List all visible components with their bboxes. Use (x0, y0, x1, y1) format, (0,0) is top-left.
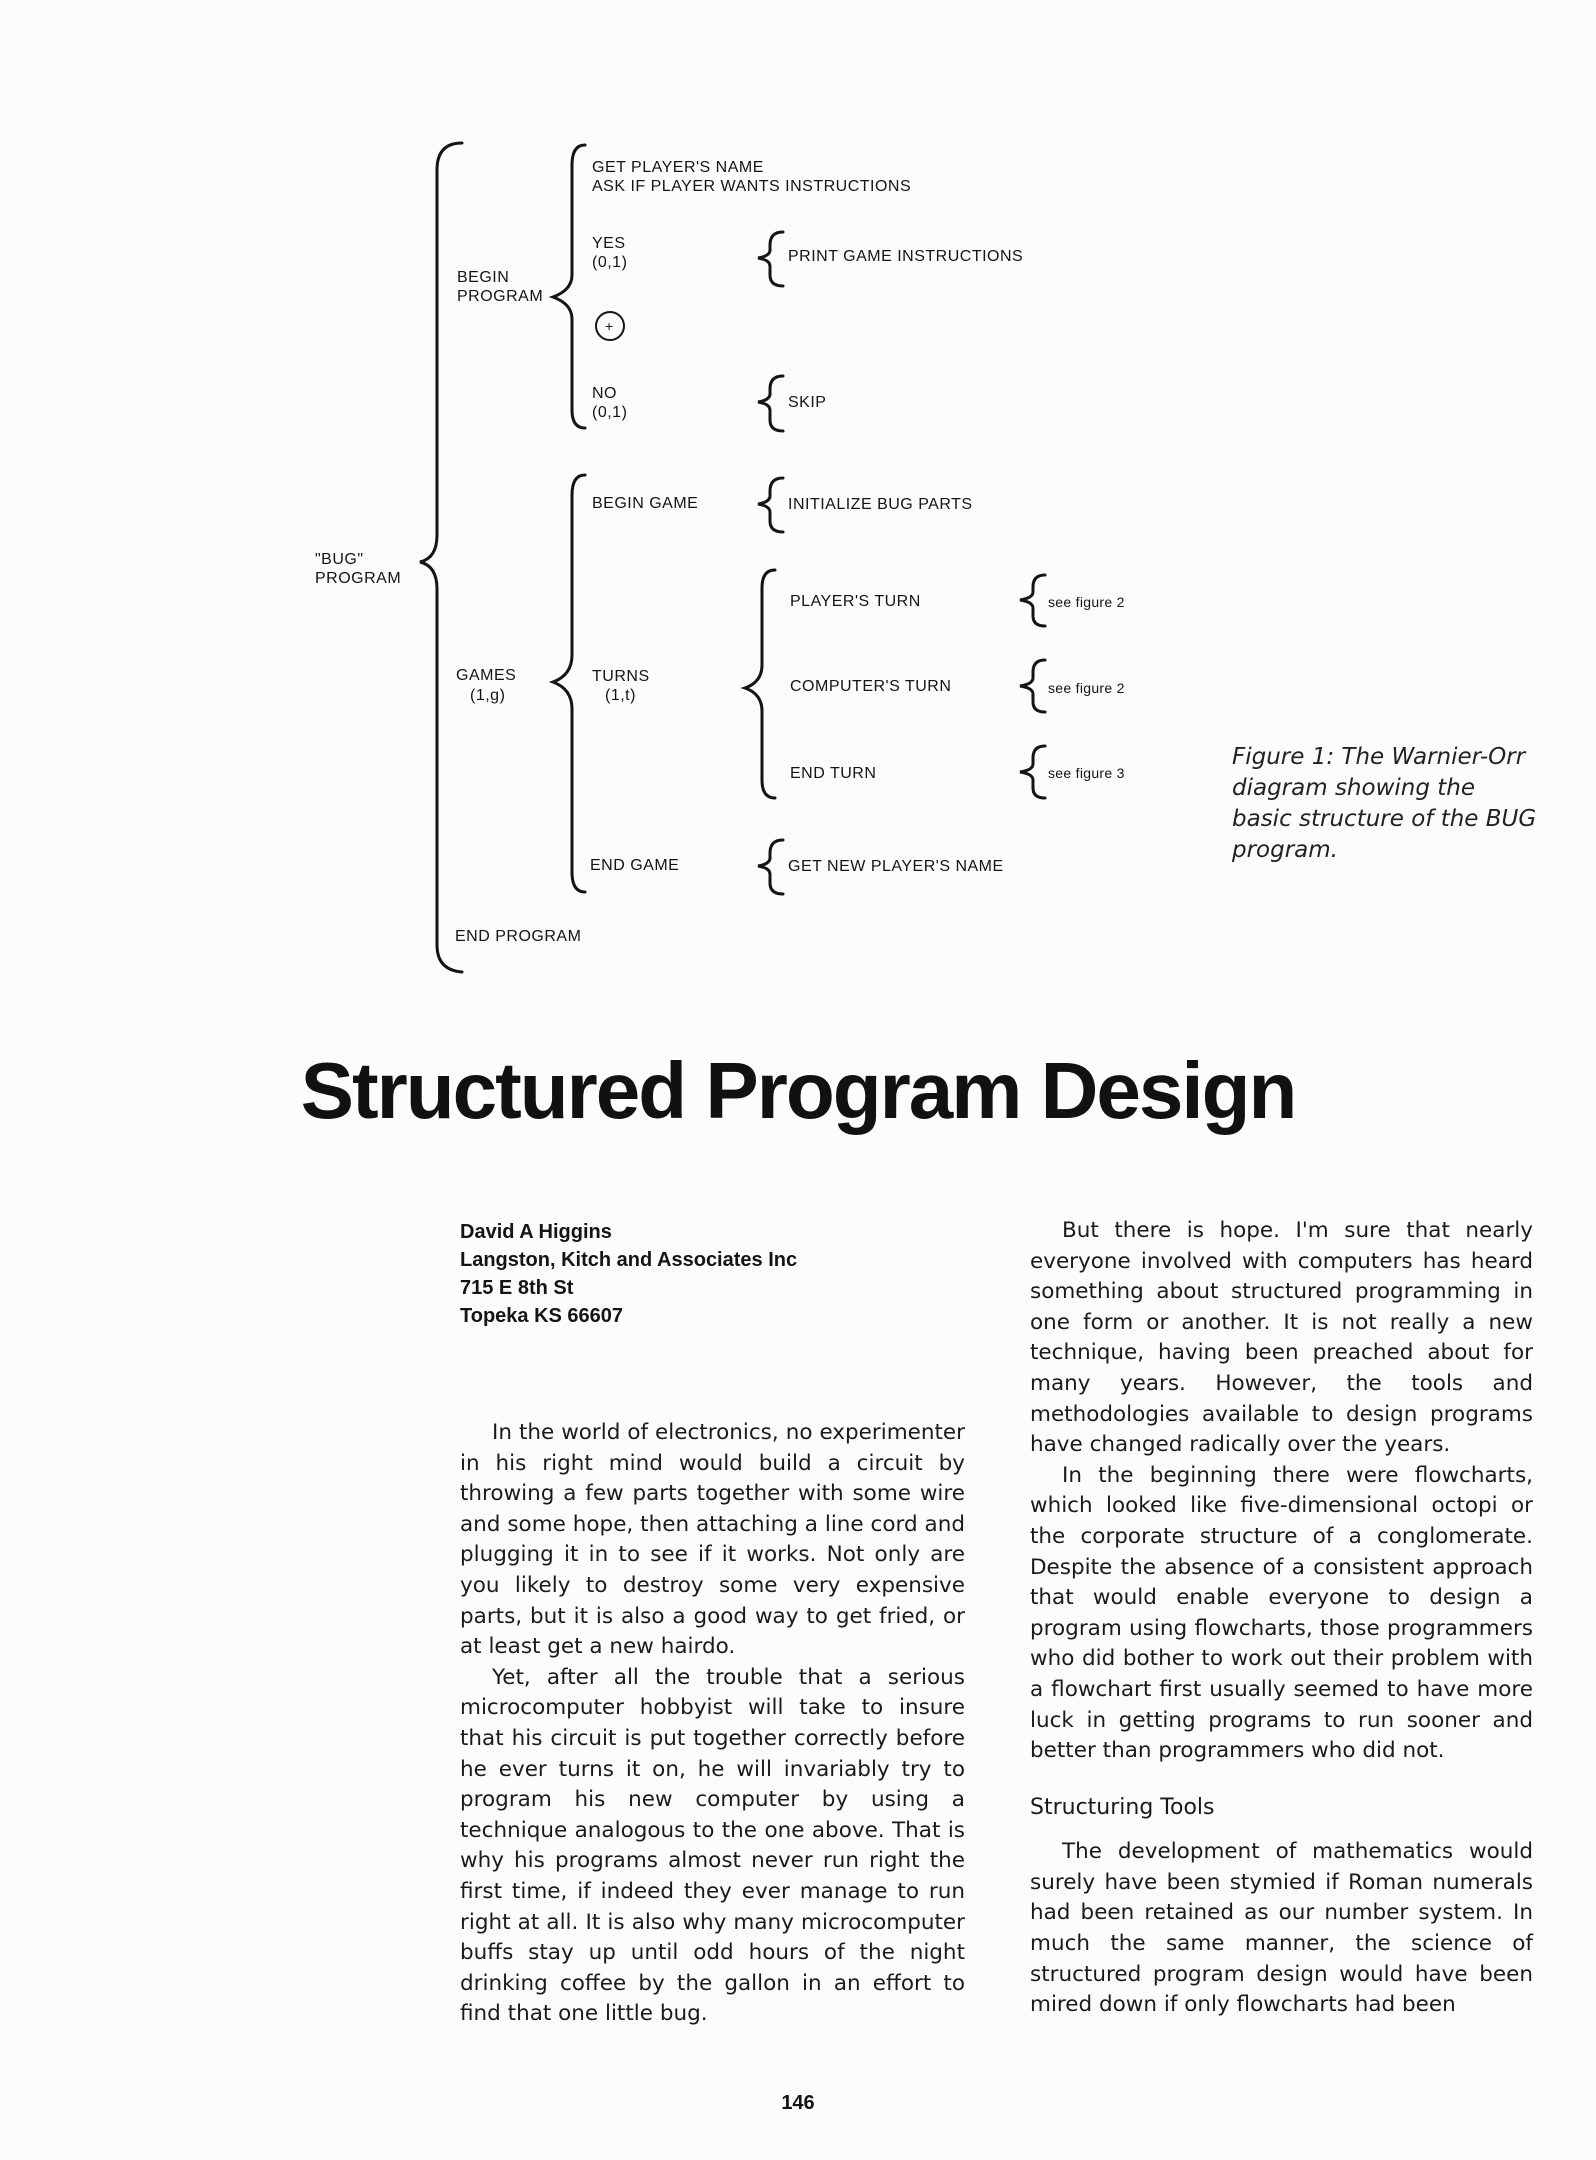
label-end-turn-ref: see figure 3 (1048, 765, 1125, 781)
label-games-range: (1,g) (470, 687, 506, 704)
body-column-right (1030, 1216, 1533, 2021)
label-players-turn-ref: see figure 2 (1048, 594, 1125, 610)
label-players-turn: PLAYER'S TURN (790, 593, 921, 610)
brace-print-instructions (758, 232, 783, 286)
label-print-instructions: PRINT GAME INSTRUCTIONS (788, 248, 1024, 265)
brace-games (553, 475, 585, 892)
label-initialize: INITIALIZE BUG PARTS (788, 496, 973, 513)
label-skip: SKIP (788, 394, 827, 411)
brace-skip (758, 376, 783, 431)
brace-bug-program (420, 143, 462, 972)
author-name: David A Higgins (460, 1221, 612, 1243)
paragraph: In the world of electronics, no experimenter in his right mind would build a circuit by throwing a few parts together with some wire and some hope, then attaching a line cord and plugging it in to see if it works. Not only are you likely to destroy some very expensive parts, but it is also a good way to get fried, or at least get a new hairdo. (460, 1420, 965, 1660)
author-block (460, 1218, 797, 1330)
label-yes: YES (592, 235, 626, 252)
label-end-game: END GAME (590, 857, 680, 874)
paragraph: But there is hope. I'm sure that nearly everyone involved with computers has heard something about structured programming in one form or another. It is not really a new technique, having been preached about for many years. However, the tools and methodologies available to design programs have changed radically over the years. (1030, 1218, 1533, 1458)
label-begin-game: BEGIN GAME (592, 495, 699, 512)
page-number: 146 (781, 2092, 815, 2114)
paragraph: In the beginning there were flowcharts, which looked like five-dimensional octopi or the corporate structure of a conglomerate. Despite the absence of a consistent approach that would enable everyone to design a program using flowcharts, those programmers who did bother to work out their problem with a flowchart first usually seemed to have more luck in getting programs to run sooner and better than programmers who did not. (1030, 1462, 1533, 1764)
label-turns-range: (1,t) (605, 687, 636, 704)
label-turns: TURNS (592, 668, 650, 685)
article-title: Structured Program Design (300, 1046, 1296, 1135)
brace-turns (745, 570, 775, 798)
section-heading: Structuring Tools (1030, 1794, 1215, 1820)
author-city: Topeka KS 66607 (460, 1305, 624, 1327)
brace-computers-turn-ref (1020, 660, 1045, 712)
label-end-program: END PROGRAM (455, 928, 582, 945)
author-org: Langston, Kitch and Associates Inc (460, 1249, 798, 1271)
label-get-new-name: GET NEW PLAYER'S NAME (788, 858, 1004, 875)
brace-get-new-name (758, 840, 783, 894)
body-column-left (460, 1418, 965, 2030)
label-begin-program: BEGIN PROGRAM (457, 269, 544, 305)
brace-begin-program (553, 145, 585, 428)
brace-end-turn-ref (1020, 746, 1045, 798)
label-bug-program: "BUG" PROGRAM (315, 551, 402, 587)
author-street: 715 E 8th St (460, 1277, 574, 1299)
label-no-range: (0,1) (592, 404, 628, 421)
label-end-turn: END TURN (790, 765, 877, 782)
label-computers-turn: COMPUTER'S TURN (790, 678, 952, 695)
label-get-name: GET PLAYER'S NAME (592, 159, 764, 176)
paragraph: The development of mathematics would surely have been stymied if Roman numerals had been retained as our number system. In much the same manner, the science of structured program design would have been mired down if only flowcharts had been (1030, 1839, 1533, 2018)
paragraph: Yet, after all the trouble that a serious microcomputer hobbyist will take to insure that his circuit is put together correctly before he ever turns it on, he will invariably try to program his new computer by using a technique analogous to the one above. That is why his programs almost never run right the first time, if indeed they ever manage to run right at all. It is also why many microcomputer buffs stay up until odd hours of the night drinking coffee by the gallon in an effort to find that one little bug. (460, 1664, 965, 2027)
brace-players-turn-ref (1020, 575, 1045, 626)
label-yes-range: (0,1) (592, 254, 628, 271)
figure-caption: Figure 1: The Warnier-Orr diagram showing the basic structure of the BUG program. (1232, 744, 1537, 863)
label-games: GAMES (456, 667, 517, 684)
exclusive-or-symbol: + (605, 318, 614, 334)
label-computers-turn-ref: see figure 2 (1048, 680, 1125, 696)
label-no: NO (592, 385, 617, 402)
brace-initialize (758, 478, 783, 532)
label-ask-instructions: ASK IF PLAYER WANTS INSTRUCTIONS (592, 178, 912, 195)
